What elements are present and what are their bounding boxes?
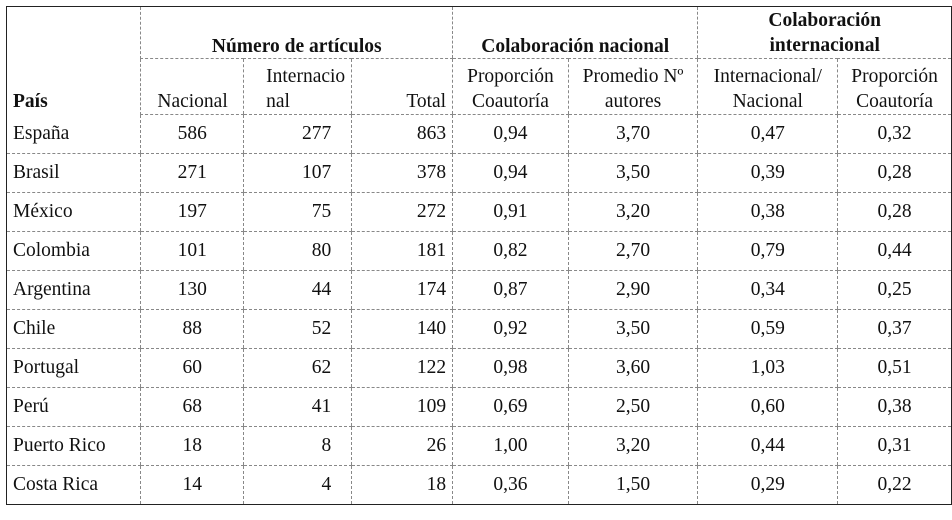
prop-coaut-cell: 0,98 <box>453 349 569 388</box>
internacional-cell: 80 <box>244 232 352 271</box>
int-nac-cell: 0,79 <box>698 232 838 271</box>
prom-autores-cell: 3,70 <box>568 115 698 154</box>
int-nac-cell: 0,59 <box>698 310 838 349</box>
prop-coaut-cell: 0,69 <box>453 388 569 427</box>
proporcion-subheader <box>453 59 569 115</box>
national-group-header: Colaboración nacional <box>453 7 698 59</box>
country-cell: Colombia <box>7 232 141 271</box>
nacional-cell: 18 <box>141 427 244 466</box>
table-container <box>6 6 952 505</box>
table-row <box>7 310 952 349</box>
proporcion-line1: Proporción <box>467 66 554 87</box>
total-cell: 26 <box>352 427 453 466</box>
total-cell: 378 <box>352 154 453 193</box>
total-subheader: Total <box>352 59 453 115</box>
table-body <box>7 115 952 505</box>
prom-autores-cell: 1,50 <box>568 466 698 505</box>
prom-autores-cell: 2,50 <box>568 388 698 427</box>
nacional-cell: 14 <box>141 466 244 505</box>
total-cell: 181 <box>352 232 453 271</box>
country-cell: Brasil <box>7 154 141 193</box>
total-cell: 18 <box>352 466 453 505</box>
nacional-cell: 101 <box>141 232 244 271</box>
total-cell: 863 <box>352 115 453 154</box>
total-cell: 122 <box>352 349 453 388</box>
prop-int-cell: 0,31 <box>838 427 952 466</box>
prop-int-cell: 0,44 <box>838 232 952 271</box>
nacional-cell: 88 <box>141 310 244 349</box>
country-cell: Chile <box>7 310 141 349</box>
internacional-cell: 62 <box>244 349 352 388</box>
total-cell: 174 <box>352 271 453 310</box>
internacional-cell: 75 <box>244 193 352 232</box>
internacional-cell: 44 <box>244 271 352 310</box>
int-nac-cell: 1,03 <box>698 349 838 388</box>
prop-int-cell: 0,28 <box>838 193 952 232</box>
prom-autores-cell: 3,20 <box>568 193 698 232</box>
promedio-line2: autores <box>604 91 662 112</box>
int-nac-cell: 0,38 <box>698 193 838 232</box>
prop-int-line1: Proporción <box>851 66 938 87</box>
int-nac-cell: 0,44 <box>698 427 838 466</box>
nacional-cell: 271 <box>141 154 244 193</box>
nacional-cell: 197 <box>141 193 244 232</box>
articles-group-header: Número de artículos <box>141 7 453 59</box>
promedio-subheader <box>568 59 698 115</box>
internacional-line2: nal <box>266 91 290 112</box>
international-group-header: Colaboración internacional <box>698 7 952 59</box>
total-cell: 140 <box>352 310 453 349</box>
intnac-line2: Nacional <box>732 91 803 112</box>
table-row <box>7 388 952 427</box>
prop-int-cell: 0,38 <box>838 388 952 427</box>
country-cell: México <box>7 193 141 232</box>
country-header: País <box>7 7 141 115</box>
country-cell: Puerto Rico <box>7 427 141 466</box>
country-cell: Perú <box>7 388 141 427</box>
int-nac-cell: 0,60 <box>698 388 838 427</box>
prop-coaut-cell: 0,82 <box>453 232 569 271</box>
total-cell: 109 <box>352 388 453 427</box>
nacional-subheader: Nacional <box>141 59 244 115</box>
prom-autores-cell: 2,90 <box>568 271 698 310</box>
internacional-line1: Internacio <box>266 66 346 87</box>
nacional-cell: 130 <box>141 271 244 310</box>
int-nac-cell: 0,29 <box>698 466 838 505</box>
int-nac-cell: 0,39 <box>698 154 838 193</box>
prop-int-cell: 0,37 <box>838 310 952 349</box>
prop-int-subheader <box>838 59 952 115</box>
country-cell: Costa Rica <box>7 466 141 505</box>
int-nac-cell: 0,47 <box>698 115 838 154</box>
prop-int-cell: 0,28 <box>838 154 952 193</box>
country-cell: Portugal <box>7 349 141 388</box>
internacional-cell: 52 <box>244 310 352 349</box>
prop-int-cell: 0,32 <box>838 115 952 154</box>
table-row <box>7 115 952 154</box>
table-row <box>7 232 952 271</box>
prom-autores-cell: 3,50 <box>568 310 698 349</box>
table-row <box>7 154 952 193</box>
internacional-cell: 107 <box>244 154 352 193</box>
country-cell: España <box>7 115 141 154</box>
prop-coaut-cell: 0,36 <box>453 466 569 505</box>
intnac-subheader <box>698 59 838 115</box>
internacional-subheader <box>244 59 352 115</box>
prom-autores-cell: 3,50 <box>568 154 698 193</box>
internacional-cell: 41 <box>244 388 352 427</box>
prop-int-line2: Coautoría <box>856 91 934 112</box>
prom-autores-cell: 2,70 <box>568 232 698 271</box>
table-row <box>7 349 952 388</box>
country-cell: Argentina <box>7 271 141 310</box>
table-row <box>7 271 952 310</box>
promedio-line1: Promedio Nº <box>582 66 684 87</box>
nacional-cell: 586 <box>141 115 244 154</box>
nacional-cell: 60 <box>141 349 244 388</box>
prop-coaut-cell: 0,87 <box>453 271 569 310</box>
internacional-cell: 4 <box>244 466 352 505</box>
total-cell: 272 <box>352 193 453 232</box>
prom-autores-cell: 3,20 <box>568 427 698 466</box>
internacional-cell: 277 <box>244 115 352 154</box>
proporcion-line2: Coautoría <box>471 91 549 112</box>
table-row <box>7 427 952 466</box>
prom-autores-cell: 3,60 <box>568 349 698 388</box>
prop-coaut-cell: 0,94 <box>453 115 569 154</box>
prop-int-cell: 0,25 <box>838 271 952 310</box>
prop-coaut-cell: 0,91 <box>453 193 569 232</box>
collaboration-table <box>6 6 952 505</box>
intnac-line1: Internacional/ <box>713 66 822 87</box>
table-row <box>7 193 952 232</box>
nacional-cell: 68 <box>141 388 244 427</box>
prop-coaut-cell: 1,00 <box>453 427 569 466</box>
internacional-cell: 8 <box>244 427 352 466</box>
prop-coaut-cell: 0,94 <box>453 154 569 193</box>
int-nac-cell: 0,34 <box>698 271 838 310</box>
prop-coaut-cell: 0,92 <box>453 310 569 349</box>
prop-int-cell: 0,51 <box>838 349 952 388</box>
prop-int-cell: 0,22 <box>838 466 952 505</box>
table-row <box>7 466 952 505</box>
